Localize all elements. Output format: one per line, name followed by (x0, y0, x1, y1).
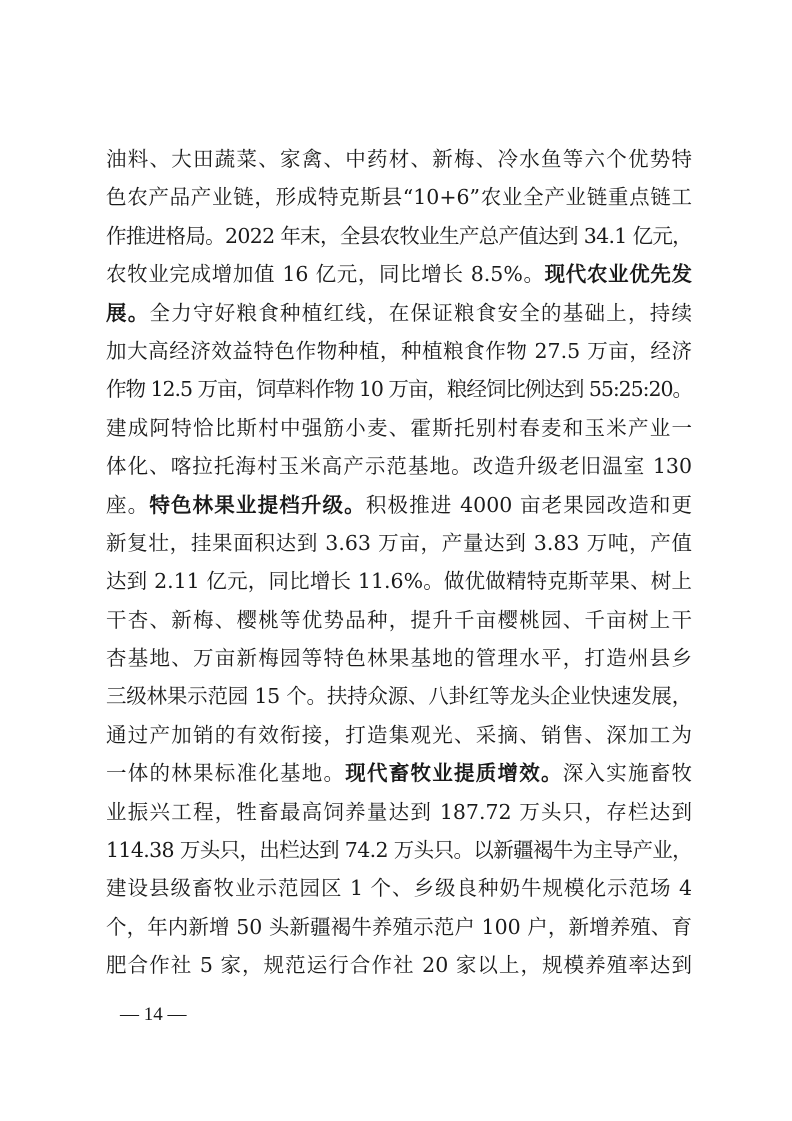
text-line: 个，年内新增 50 头新疆褐牛养殖示范户 100 户，新增养殖、育 (106, 914, 692, 939)
document-body (106, 140, 692, 985)
text-line: 农牧业完成增加值 16 亿元，同比增长 8.5%。现代农业优先发 (106, 262, 692, 287)
text-line: 114.38 万头只，出栏达到 74.2 万头只。以新疆褐牛为主导产业， (106, 838, 692, 863)
text-line: 一体的林果标准化基地。现代畜牧业提质增效。深入实施畜牧 (106, 761, 692, 786)
text-line: 新复壮，挂果面积达到 3.63 万亩，产量达到 3.83 万吨，产值 (106, 530, 692, 555)
text-line: 建成阿特恰比斯村中强筋小麦、霍斯托别村春麦和玉米产业一 (106, 415, 692, 440)
text-line: 通过产加销的有效衔接，打造集观光、采摘、销售、深加工为 (106, 722, 692, 747)
text-line: 展。全力守好粮食种植红线，在保证粮食安全的基础上，持续 (106, 300, 692, 325)
text-line: 体化、喀拉托海村玉米高产示范基地。改造升级老旧温室 130 (106, 454, 692, 479)
text-line: 杏基地、万亩新梅园等特色林果基地的管理水平，打造州县乡 (106, 646, 692, 671)
section-heading-forestry-fruit: 特色林果业提档升级。 (149, 492, 366, 517)
text-line: 作物 12.5 万亩，饲草料作物 10 万亩，粮经饲比例达到 55:25:20。 (106, 377, 692, 402)
text-line: 座。特色林果业提档升级。积极推进 4000 亩老果园改造和更 (106, 492, 693, 517)
section-heading-livestock: 现代畜牧业提质增效。 (345, 761, 563, 786)
text-line: 三级林果示范园 15 个。扶持众源、八卦红等龙头企业快速发展， (106, 684, 692, 709)
section-heading-modern-agriculture: 现代农业优先发 (544, 262, 692, 287)
text-line: 作推进格局。2022 年末，全县农牧业生产总产值达到 34.1 亿元， (106, 223, 692, 248)
text-line: 建设县级畜牧业示范园区 1 个、乡级良种奶牛规模化示范场 4 (106, 876, 692, 901)
text-line: 达到 2.11 亿元，同比增长 11.6%。做优做精特克斯苹果、树上 (106, 569, 692, 594)
text-line: 色农产品产业链，形成特克斯县“10+6”农业全产业链重点链工 (106, 185, 692, 210)
text-line: 肥合作社 5 家，规范运行合作社 20 家以上，规模养殖率达到 (106, 953, 692, 978)
page-number: — 14 — (120, 1004, 187, 1025)
section-heading-modern-agriculture-end: 展。 (106, 300, 150, 325)
text-line: 油料、大田蔬菜、家禽、中药材、新梅、冷水鱼等六个优势特 (106, 147, 692, 171)
text-line: 加大高经济效益特色作物种植，种植粮食作物 27.5 万亩，经济 (106, 338, 692, 363)
text-line: 业振兴工程，牲畜最高饲养量达到 187.72 万头只，存栏达到 (106, 799, 692, 824)
text-line: 干杏、新梅、樱桃等优势品种，提升千亩樱桃园、千亩树上干 (106, 607, 692, 632)
